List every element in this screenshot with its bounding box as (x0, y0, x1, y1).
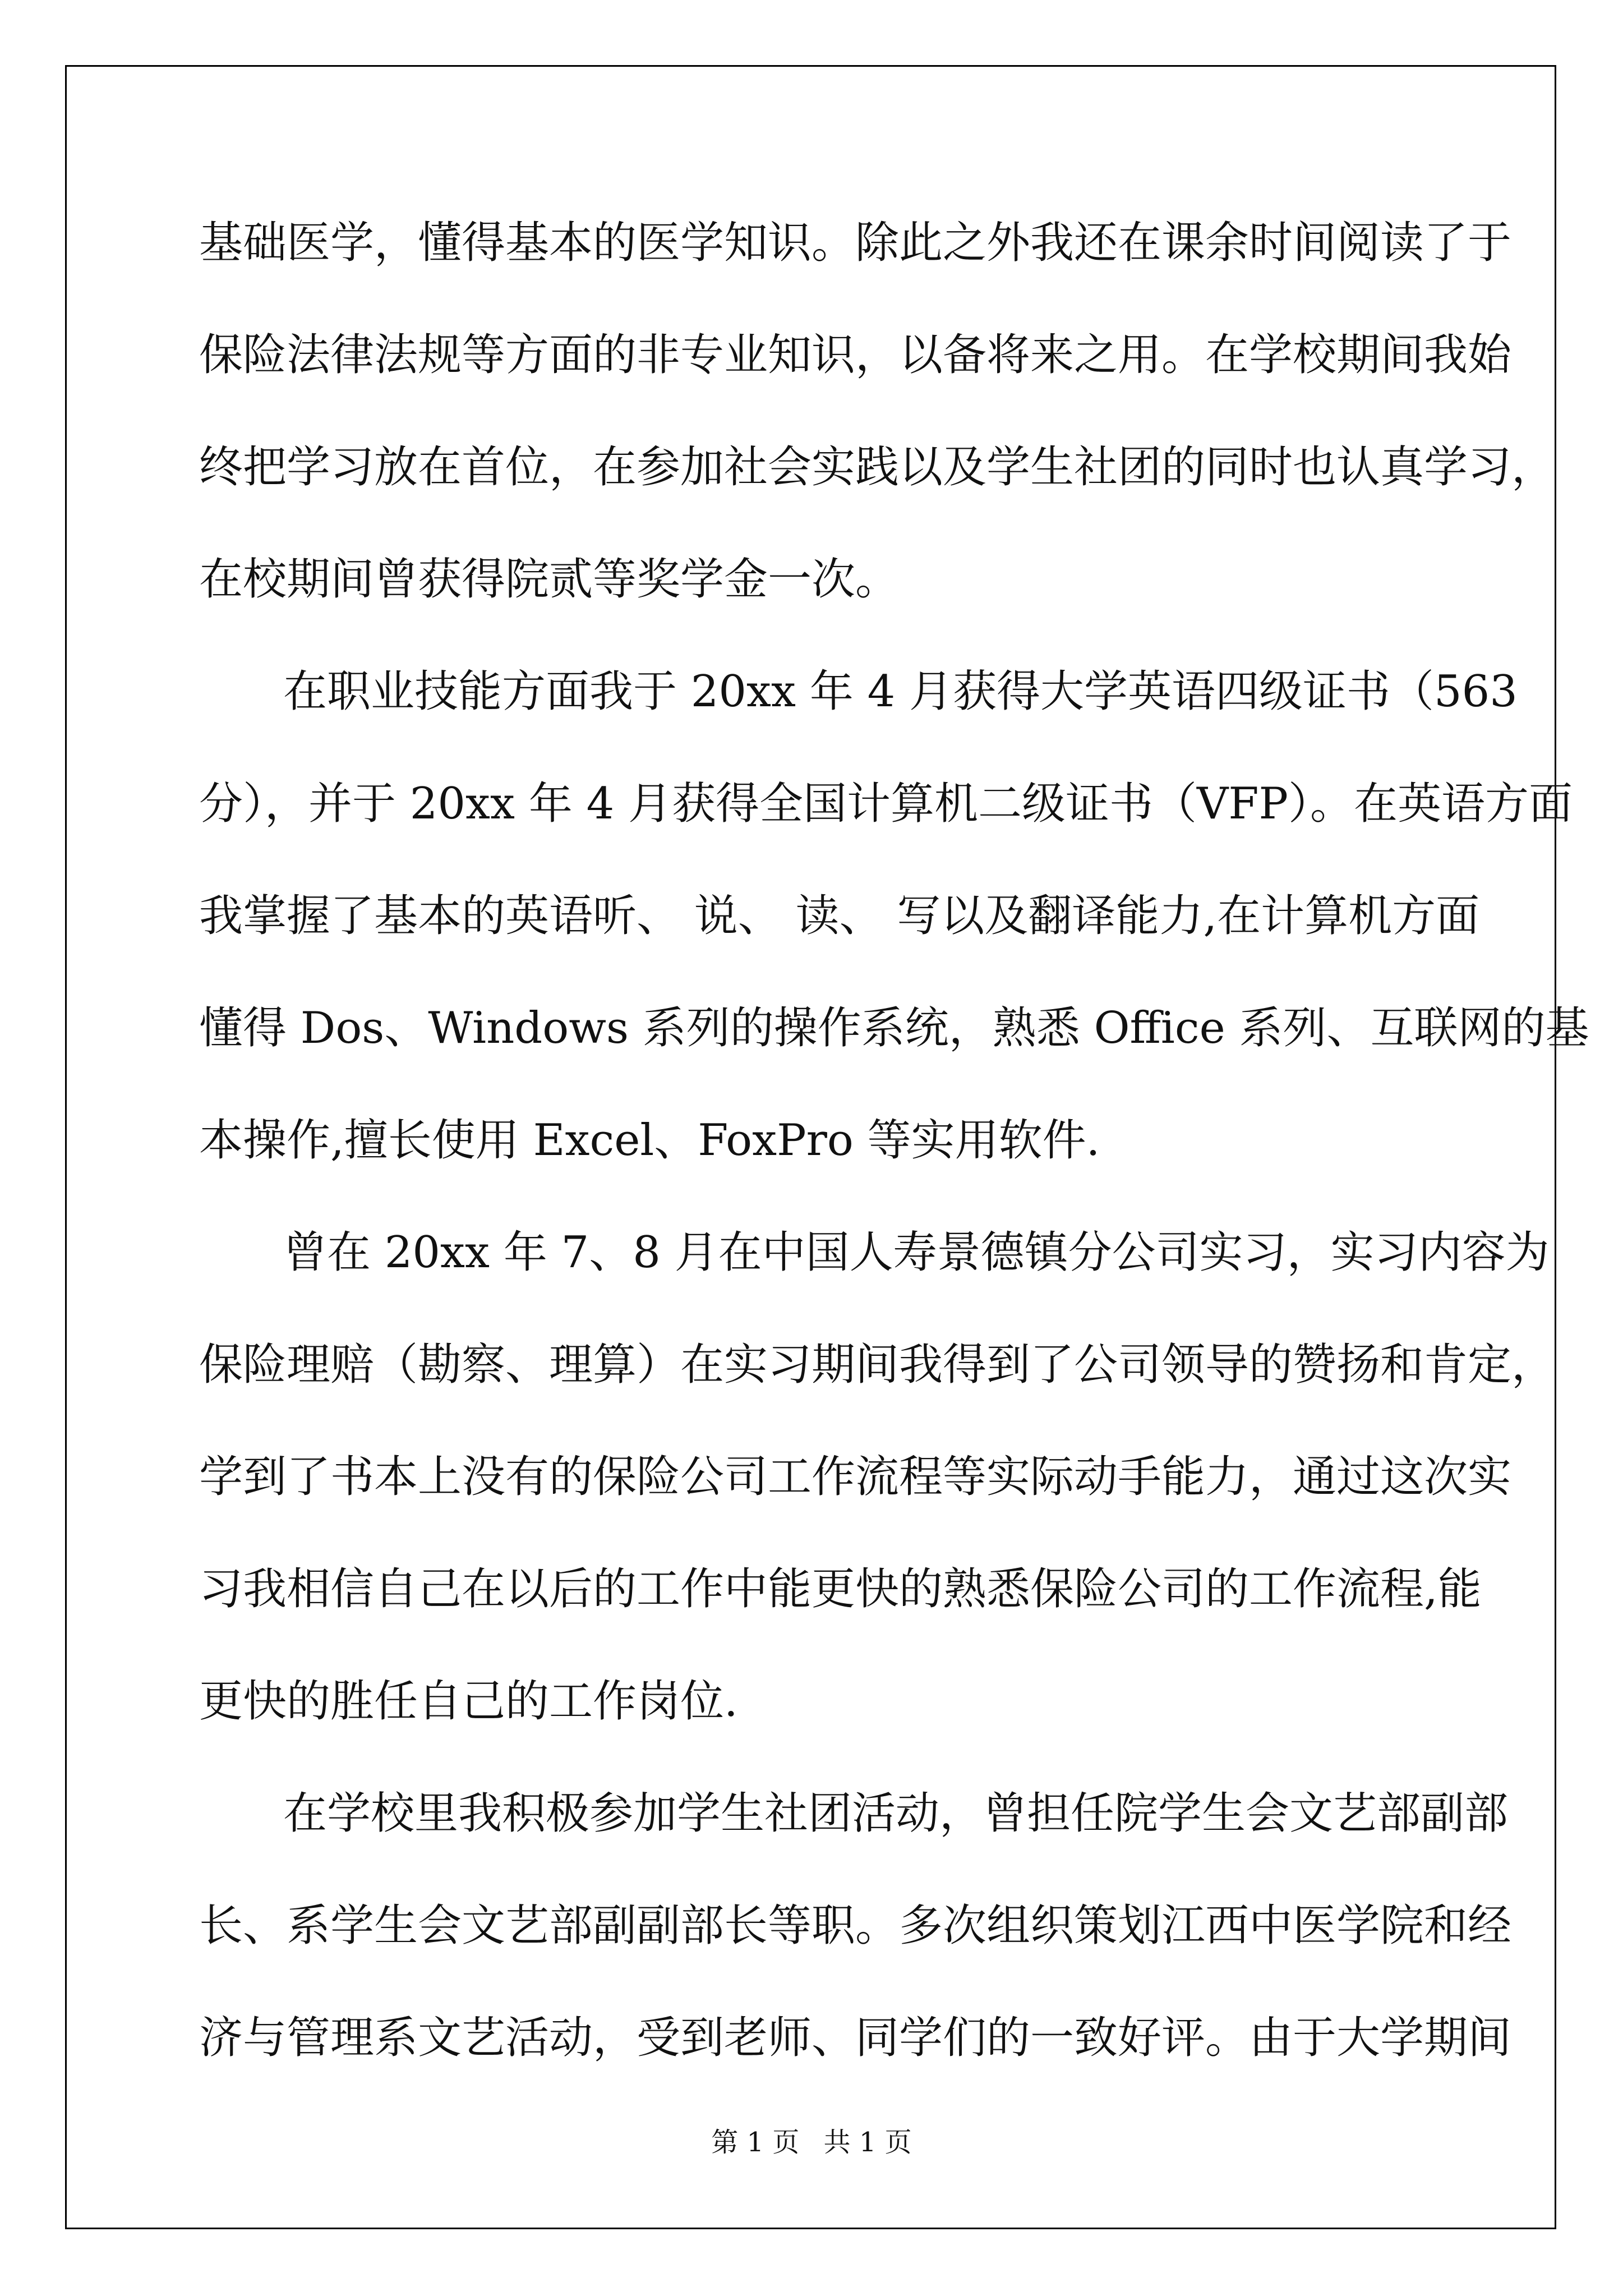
text-line: 学到了书本上没有的保险公司工作流程等实际动手能力，通过这次实 (199, 1452, 1512, 1502)
text-line: 懂得 Dos、Windows 系列的操作系统，熟悉 Office 系列、互联网的基 (199, 1003, 1589, 1053)
text-line: 保险法律法规等方面的非专业知识，以备将来之用。在学校期间我始 (199, 330, 1512, 380)
text-line: 基础医学，懂得基本的医学知识。除此之外我还在课余时间阅读了于 (199, 218, 1512, 268)
paragraph-first-line: 在职业技能方面我于 20xx 年 4 月获得大学英语四级证书（563 (283, 666, 1518, 717)
paragraph-first-line: 在学校里我积极参加学生社团活动，曾担任院学生会文艺部副部 (283, 1788, 1509, 1839)
text-line: 在校期间曾获得院贰等奖学金一次。 (199, 554, 900, 605)
text-line: 更快的胜任自己的工作岗位. (199, 1676, 738, 1727)
text-line: 我掌握了基本的英语听、 说、 读、 写以及翻译能力,在计算机方面 (199, 891, 1480, 941)
text-line: 保险理赔（勘察、理算）在实习期间我得到了公司领导的赞扬和肯定， (199, 1340, 1556, 1390)
text-line: 分），并于 20xx 年 4 月获得全国计算机二级证书（VFP）。在英语方面 (199, 779, 1573, 829)
text-line: 本操作,擅长使用 Excel、FoxPro 等实用软件. (199, 1115, 1100, 1166)
page-footer (0, 2120, 1623, 2159)
text-line: 济与管理系文艺活动，受到老师、同学们的一致好评。由于大学期间 (199, 2013, 1512, 2063)
text-line: 终把学习放在首位，在参加社会实践以及学生社团的同时也认真学习， (199, 442, 1556, 493)
text-line: 习我相信自己在以后的工作中能更快的熟悉保险公司的工作流程,能 (199, 1564, 1482, 1614)
text-line: 长、系学生会文艺部副副部长等职。多次组织策划江西中医学院和经 (199, 1901, 1512, 1951)
page-total: 共 1 页 (823, 2127, 912, 2158)
page-number: 第 1 页 (711, 2127, 800, 2158)
paragraph-first-line: 曾在 20xx 年 7、8 月在中国人寿景德镇分公司实习，实习内容为 (283, 1227, 1550, 1278)
